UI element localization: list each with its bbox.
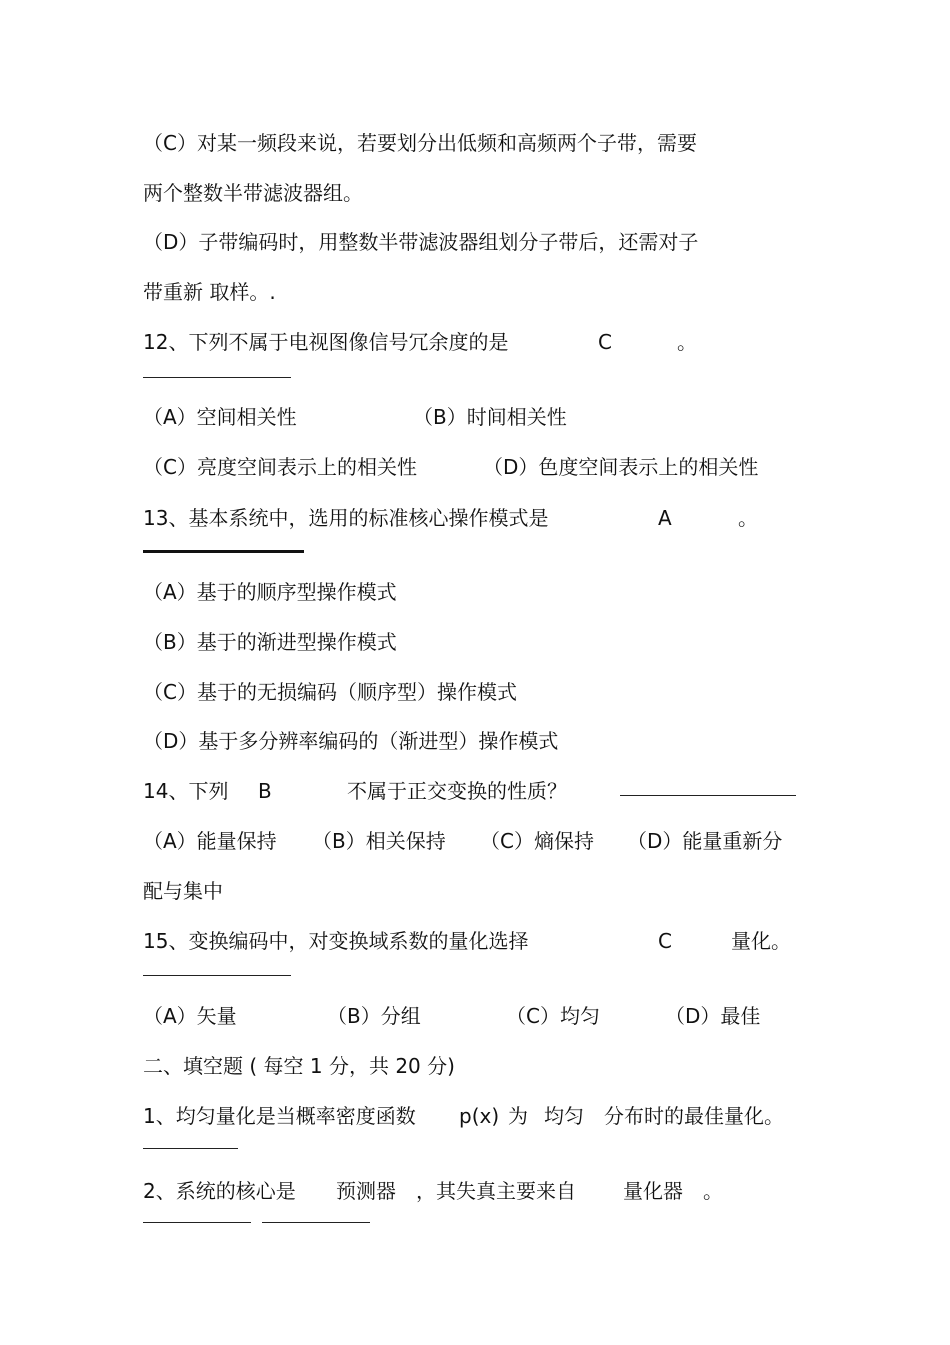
question-12-end: 。 <box>677 330 697 354</box>
fill-question-2: 2、系统的核心是 <box>143 1179 296 1203</box>
question-13: 13、基本系统中，选用的标准核心操作模式是 <box>143 506 549 530</box>
option-d-q14-cont: 配与集中 <box>143 879 223 903</box>
option-d-q11-cont: 带重新 取样。. <box>143 280 276 304</box>
option-b-q12: （B）时间相关性 <box>413 405 567 429</box>
question-15-answer: C <box>658 929 672 953</box>
option-a-q15: （A）矢量 <box>143 1004 237 1028</box>
answer-underline <box>143 550 304 553</box>
answer-underline <box>143 1222 251 1223</box>
fill-question-2-end: 。 <box>703 1179 723 1203</box>
option-d-q11: （D）子带编码时，用整数半带滤波器组划分子带后，还需对子 <box>143 230 699 254</box>
option-d-q14: （D）能量重新分 <box>627 829 783 853</box>
option-c-q11: （C）对某一频段来说，若要划分出低频和高频两个子带，需要 <box>143 131 697 155</box>
option-b-q14: （B）相关保持 <box>312 829 446 853</box>
question-12-answer: C <box>598 330 612 354</box>
question-15: 15、变换编码中，对变换域系数的量化选择 <box>143 929 529 953</box>
question-13-answer: A <box>658 506 672 530</box>
question-14: 14、下列 <box>143 779 229 803</box>
option-a-q13: （A）基于的顺序型操作模式 <box>143 580 397 604</box>
section-heading-fill-in: 二、填空题 ( 每空 1 分，共 20 分) <box>143 1054 455 1078</box>
answer-underline <box>143 1148 238 1149</box>
fill-question-1-mid: 为 <box>508 1104 528 1128</box>
fill-question-2-answer-1: 预测器 <box>336 1179 396 1203</box>
option-d-q12: （D）色度空间表示上的相关性 <box>483 455 759 479</box>
fill-question-1: 1、均匀量化是当概率密度函数 <box>143 1104 416 1128</box>
option-b-q13: （B）基于的渐进型操作模式 <box>143 630 397 654</box>
option-d-q13: （D）基于多分辨率编码的（渐进型）操作模式 <box>143 729 559 753</box>
answer-underline <box>143 377 291 378</box>
fill-question-2-answer-2: 量化器 <box>623 1179 683 1203</box>
option-d-q15: （D）最佳 <box>665 1004 761 1028</box>
fill-question-1-end: 分布时的最佳量化。 <box>604 1104 784 1128</box>
answer-underline <box>620 795 796 796</box>
option-b-q15: （B）分组 <box>327 1004 421 1028</box>
fill-question-2-mid: ，其失真主要来自 <box>416 1179 576 1203</box>
answer-underline <box>143 975 291 976</box>
question-13-end: 。 <box>738 506 758 530</box>
question-14-answer: B <box>258 779 272 803</box>
option-c-q11-cont: 两个整数半带滤波器组。 <box>143 181 363 205</box>
question-12: 12、下列不属于电视图像信号冗余度的是 <box>143 330 509 354</box>
fill-question-1-variable: p(x) <box>459 1104 500 1128</box>
option-a-q14: （A）能量保持 <box>143 829 277 853</box>
answer-underline <box>262 1222 370 1223</box>
question-15-end: 量化。 <box>731 929 791 953</box>
option-c-q14: （C）熵保持 <box>480 829 594 853</box>
option-c-q15: （C）均匀 <box>506 1004 600 1028</box>
fill-question-1-answer: 均匀 <box>544 1104 584 1128</box>
option-c-q12: （C）亮度空间表示上的相关性 <box>143 455 417 479</box>
question-14-rest: 不属于正交变换的性质？ <box>347 779 567 803</box>
option-a-q12: （A）空间相关性 <box>143 405 297 429</box>
option-c-q13: （C）基于的无损编码（顺序型）操作模式 <box>143 680 517 704</box>
